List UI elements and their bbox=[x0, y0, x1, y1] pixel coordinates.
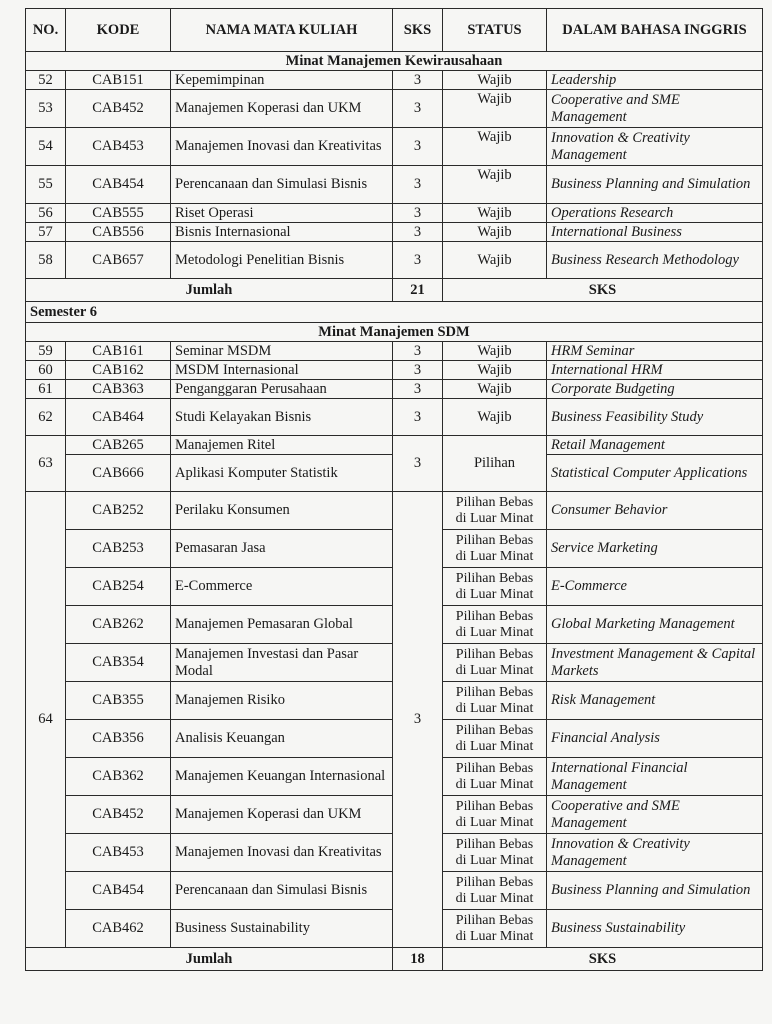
status-line2: di Luar Minat bbox=[455, 738, 534, 754]
cell-english: Retail Management bbox=[547, 436, 763, 455]
cell-kode: CAB252 bbox=[66, 492, 171, 530]
cell-nama: Manajemen Keuangan Internasional bbox=[171, 758, 393, 796]
cell-sks: 3 bbox=[393, 399, 443, 436]
table-row bbox=[26, 166, 763, 204]
cell-nama: MSDM Internasional bbox=[171, 361, 393, 380]
cell-english: Statistical Computer Applications bbox=[547, 455, 763, 492]
cell-nama: Bisnis Internasional bbox=[171, 223, 393, 242]
cell-english: Innovation & Creativity Management bbox=[547, 834, 763, 872]
cell-status: Wajib bbox=[443, 128, 547, 166]
cell-nama: Manajemen Koperasi dan UKM bbox=[171, 90, 393, 128]
cell-english: Cooperative and SME Management bbox=[547, 796, 763, 834]
total-unit: SKS bbox=[443, 948, 763, 971]
cell-nama: Manajemen Risiko bbox=[171, 682, 393, 720]
cell-status bbox=[443, 720, 547, 758]
header-nama: NAMA MATA KULIAH bbox=[171, 9, 393, 52]
table-row bbox=[26, 128, 763, 166]
cell-english: Cooperative and SME Management bbox=[547, 90, 763, 128]
total-row bbox=[26, 948, 763, 971]
cell-no: 56 bbox=[26, 204, 66, 223]
cell-status: Wajib bbox=[443, 242, 547, 279]
cell-status bbox=[443, 568, 547, 606]
table-row bbox=[26, 71, 763, 90]
table-row bbox=[26, 90, 763, 128]
cell-english: Leadership bbox=[547, 71, 763, 90]
cell-sks: 3 bbox=[393, 361, 443, 380]
cell-english: Consumer Behavior bbox=[547, 492, 763, 530]
header-no: NO. bbox=[26, 9, 66, 52]
status-line1: Pilihan Bebas bbox=[455, 495, 534, 511]
status-line2: di Luar Minat bbox=[455, 928, 534, 944]
cell-sks: 3 bbox=[393, 492, 443, 948]
cell-no: 53 bbox=[26, 90, 66, 128]
cell-status bbox=[443, 758, 547, 796]
cell-english: Business Planning and Simulation bbox=[547, 166, 763, 204]
cell-kode: CAB253 bbox=[66, 530, 171, 568]
cell-status bbox=[443, 606, 547, 644]
status-line1: Pilihan Bebas bbox=[455, 799, 534, 815]
status-line2: di Luar Minat bbox=[455, 852, 534, 868]
status-line1: Pilihan Bebas bbox=[455, 913, 534, 929]
cell-no: 58 bbox=[26, 242, 66, 279]
cell-kode: CAB666 bbox=[66, 455, 171, 492]
cell-status bbox=[443, 644, 547, 682]
section-title-kewirausahaan: Minat Manajemen Kewirausahaan bbox=[26, 52, 763, 71]
status-line1: Pilihan Bebas bbox=[455, 685, 534, 701]
cell-english: Operations Research bbox=[547, 204, 763, 223]
cell-english: International Business bbox=[547, 223, 763, 242]
cell-sks: 3 bbox=[393, 242, 443, 279]
cell-no: 55 bbox=[26, 166, 66, 204]
header-english: DALAM BAHASA INGGRIS bbox=[547, 9, 763, 52]
status-line1: Pilihan Bebas bbox=[455, 533, 534, 549]
cell-status: Wajib bbox=[443, 166, 547, 204]
cell-english: Global Marketing Management bbox=[547, 606, 763, 644]
cell-english: International HRM bbox=[547, 361, 763, 380]
cell-sks: 3 bbox=[393, 342, 443, 361]
semester-label: Semester 6 bbox=[26, 302, 763, 323]
cell-nama: Perencanaan dan Simulasi Bisnis bbox=[171, 872, 393, 910]
cell-english: HRM Seminar bbox=[547, 342, 763, 361]
cell-nama: Analisis Keuangan bbox=[171, 720, 393, 758]
cell-kode: CAB454 bbox=[66, 166, 171, 204]
status-line2: di Luar Minat bbox=[455, 662, 534, 678]
cell-english: E-Commerce bbox=[547, 568, 763, 606]
status-line2: di Luar Minat bbox=[455, 510, 534, 526]
cell-english: Business Feasibility Study bbox=[547, 399, 763, 436]
cell-status: Wajib bbox=[443, 361, 547, 380]
table-row bbox=[26, 492, 763, 530]
cell-kode: CAB555 bbox=[66, 204, 171, 223]
status-line1: Pilihan Bebas bbox=[455, 761, 534, 777]
status-line1: Pilihan Bebas bbox=[455, 723, 534, 739]
cell-sks: 3 bbox=[393, 90, 443, 128]
cell-status: Wajib bbox=[443, 380, 547, 399]
cell-sks: 3 bbox=[393, 380, 443, 399]
total-value: 18 bbox=[393, 948, 443, 971]
cell-english: Innovation & Creativity Management bbox=[547, 128, 763, 166]
cell-kode: CAB355 bbox=[66, 682, 171, 720]
status-line2: di Luar Minat bbox=[455, 624, 534, 640]
total-unit: SKS bbox=[443, 279, 763, 302]
cell-nama: Kepemimpinan bbox=[171, 71, 393, 90]
cell-no: 52 bbox=[26, 71, 66, 90]
status-line2: di Luar Minat bbox=[455, 548, 534, 564]
cell-kode: CAB265 bbox=[66, 436, 171, 455]
cell-status bbox=[443, 492, 547, 530]
cell-kode: CAB362 bbox=[66, 758, 171, 796]
curriculum-table bbox=[25, 8, 763, 971]
cell-no: 60 bbox=[26, 361, 66, 380]
cell-kode: CAB162 bbox=[66, 361, 171, 380]
status-line1: Pilihan Bebas bbox=[455, 609, 534, 625]
cell-english: Service Marketing bbox=[547, 530, 763, 568]
cell-kode: CAB354 bbox=[66, 644, 171, 682]
cell-nama: Pemasaran Jasa bbox=[171, 530, 393, 568]
cell-nama: Perencanaan dan Simulasi Bisnis bbox=[171, 166, 393, 204]
cell-english: Financial Analysis bbox=[547, 720, 763, 758]
cell-no: 61 bbox=[26, 380, 66, 399]
status-line2: di Luar Minat bbox=[455, 586, 534, 602]
cell-kode: CAB462 bbox=[66, 910, 171, 948]
semester-row bbox=[26, 302, 763, 323]
cell-status: Wajib bbox=[443, 342, 547, 361]
cell-no: 63 bbox=[26, 436, 66, 492]
cell-kode: CAB454 bbox=[66, 872, 171, 910]
cell-nama: Manajemen Pemasaran Global bbox=[171, 606, 393, 644]
table-header-row bbox=[26, 9, 763, 52]
header-kode: KODE bbox=[66, 9, 171, 52]
cell-kode: CAB254 bbox=[66, 568, 171, 606]
cell-status bbox=[443, 834, 547, 872]
cell-status bbox=[443, 910, 547, 948]
cell-sks: 3 bbox=[393, 128, 443, 166]
cell-sks: 3 bbox=[393, 204, 443, 223]
table-row bbox=[26, 342, 763, 361]
cell-nama: Penganggaran Perusahaan bbox=[171, 380, 393, 399]
cell-kode: CAB262 bbox=[66, 606, 171, 644]
cell-no: 57 bbox=[26, 223, 66, 242]
cell-nama: Manajemen Inovasi dan Kreativitas bbox=[171, 128, 393, 166]
cell-no: 64 bbox=[26, 492, 66, 948]
cell-kode: CAB453 bbox=[66, 834, 171, 872]
header-sks: SKS bbox=[393, 9, 443, 52]
cell-no: 59 bbox=[26, 342, 66, 361]
cell-status: Wajib bbox=[443, 223, 547, 242]
cell-english: Risk Management bbox=[547, 682, 763, 720]
cell-status bbox=[443, 872, 547, 910]
cell-nama: E-Commerce bbox=[171, 568, 393, 606]
cell-no: 54 bbox=[26, 128, 66, 166]
table-row bbox=[26, 242, 763, 279]
table-row bbox=[26, 436, 763, 455]
cell-english: Corporate Budgeting bbox=[547, 380, 763, 399]
cell-english: Business Research Methodology bbox=[547, 242, 763, 279]
cell-nama: Manajemen Koperasi dan UKM bbox=[171, 796, 393, 834]
table-row bbox=[26, 204, 763, 223]
cell-kode: CAB464 bbox=[66, 399, 171, 436]
status-line1: Pilihan Bebas bbox=[455, 571, 534, 587]
cell-status bbox=[443, 796, 547, 834]
cell-nama: Aplikasi Komputer Statistik bbox=[171, 455, 393, 492]
cell-english: Investment Management & Capital Markets bbox=[547, 644, 763, 682]
table-row bbox=[26, 399, 763, 436]
status-line2: di Luar Minat bbox=[455, 890, 534, 906]
cell-status bbox=[443, 682, 547, 720]
status-line2: di Luar Minat bbox=[455, 700, 534, 716]
cell-kode: CAB452 bbox=[66, 796, 171, 834]
status-line1: Pilihan Bebas bbox=[455, 875, 534, 891]
cell-status: Wajib bbox=[443, 204, 547, 223]
cell-nama: Manajemen Ritel bbox=[171, 436, 393, 455]
cell-kode: CAB161 bbox=[66, 342, 171, 361]
cell-nama: Manajemen Investasi dan Pasar Modal bbox=[171, 644, 393, 682]
section-title-row bbox=[26, 52, 763, 71]
cell-sks: 3 bbox=[393, 166, 443, 204]
status-line1: Pilihan Bebas bbox=[455, 837, 534, 853]
cell-kode: CAB657 bbox=[66, 242, 171, 279]
cell-nama: Perilaku Konsumen bbox=[171, 492, 393, 530]
cell-nama: Riset Operasi bbox=[171, 204, 393, 223]
cell-kode: CAB363 bbox=[66, 380, 171, 399]
cell-english: Business Sustainability bbox=[547, 910, 763, 948]
total-label: Jumlah bbox=[26, 948, 393, 971]
section-title-row bbox=[26, 323, 763, 342]
table-row bbox=[26, 223, 763, 242]
cell-status: Wajib bbox=[443, 71, 547, 90]
table-row bbox=[26, 380, 763, 399]
cell-kode: CAB452 bbox=[66, 90, 171, 128]
cell-nama: Manajemen Inovasi dan Kreativitas bbox=[171, 834, 393, 872]
header-status: STATUS bbox=[443, 9, 547, 52]
cell-kode: CAB453 bbox=[66, 128, 171, 166]
status-line2: di Luar Minat bbox=[455, 776, 534, 792]
cell-nama: Metodologi Penelitian Bisnis bbox=[171, 242, 393, 279]
total-row bbox=[26, 279, 763, 302]
cell-status: Wajib bbox=[443, 399, 547, 436]
cell-sks: 3 bbox=[393, 223, 443, 242]
total-label: Jumlah bbox=[26, 279, 393, 302]
table-row bbox=[26, 361, 763, 380]
cell-status: Wajib bbox=[443, 90, 547, 128]
cell-english: International Financial Management bbox=[547, 758, 763, 796]
cell-kode: CAB151 bbox=[66, 71, 171, 90]
cell-nama: Studi Kelayakan Bisnis bbox=[171, 399, 393, 436]
cell-sks: 3 bbox=[393, 71, 443, 90]
cell-kode: CAB356 bbox=[66, 720, 171, 758]
cell-no: 62 bbox=[26, 399, 66, 436]
status-line1: Pilihan Bebas bbox=[455, 647, 534, 663]
cell-status bbox=[443, 530, 547, 568]
status-line2: di Luar Minat bbox=[455, 814, 534, 830]
cell-sks: 3 bbox=[393, 436, 443, 492]
cell-status: Pilihan bbox=[443, 436, 547, 492]
cell-nama: Seminar MSDM bbox=[171, 342, 393, 361]
curriculum-page bbox=[25, 8, 763, 971]
section-title-sdm: Minat Manajemen SDM bbox=[26, 323, 763, 342]
cell-english: Business Planning and Simulation bbox=[547, 872, 763, 910]
total-value: 21 bbox=[393, 279, 443, 302]
cell-kode: CAB556 bbox=[66, 223, 171, 242]
cell-nama: Business Sustainability bbox=[171, 910, 393, 948]
